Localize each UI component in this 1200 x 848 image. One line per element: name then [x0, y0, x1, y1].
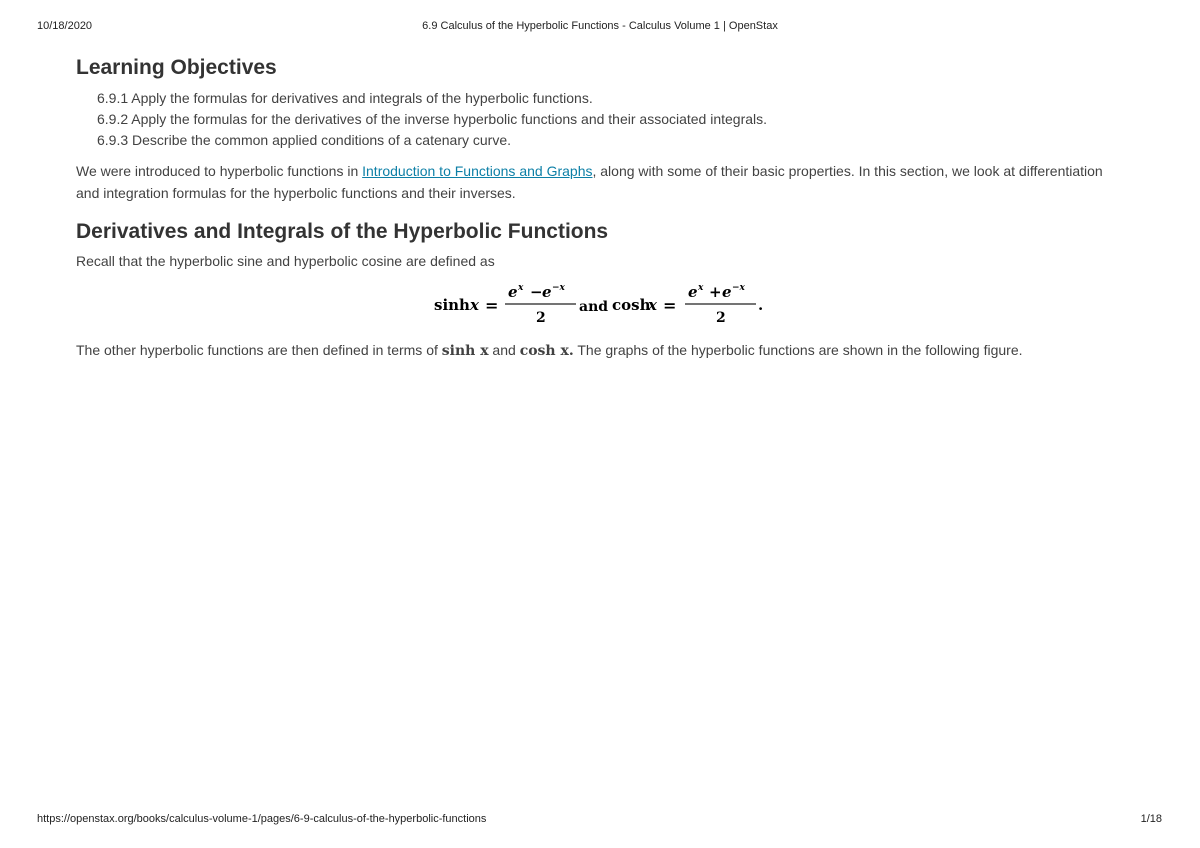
print-page-number: 1/18 [1140, 813, 1162, 825]
eq-e-1: e [508, 283, 518, 301]
eq-equals-2: = [663, 296, 677, 315]
learning-objectives-list [76, 88, 1126, 151]
eq-denominator-2: 2 [716, 310, 726, 326]
eq-exp-3: x [698, 283, 704, 293]
objective-item: 6.9.1 Apply the formulas for derivatives and integrals of the hyperbolic functions. [97, 90, 593, 106]
inline-cosh-x: cosh x. [519, 343, 574, 359]
eq-plus: + [709, 283, 722, 301]
other-text-3: The graphs of the hyperbolic functions are shown in the following figure. [573, 342, 1023, 358]
learning-objectives-heading: Learning Objectives [76, 56, 277, 79]
eq-cosh: cosh [612, 296, 651, 314]
objective-item: 6.9.3 Describe the common applied conditions of a catenary curve. [97, 132, 512, 148]
eq-minus: − [530, 283, 543, 301]
eq-denominator-1: 2 [536, 310, 546, 326]
eq-exp-2: −x [552, 283, 565, 293]
print-url: https://openstax.org/books/calculus-volume-1/pages/6-9-calculus-of-the-hyperbolic-functions [37, 813, 487, 825]
print-header [0, 20, 1200, 36]
eq-period: . [758, 296, 764, 314]
intro-text-start: We were introduced to hyperbolic functions in [76, 163, 363, 179]
eq-and: and [579, 299, 609, 315]
intro-paragraph [76, 160, 1126, 204]
eq-e-4: e [722, 283, 732, 301]
eq-x-1: x [470, 296, 479, 314]
other-functions-paragraph [76, 339, 1126, 362]
derivatives-section-heading: Derivatives and Integrals of the Hyperbolic Functions [76, 220, 609, 243]
equation-svg [432, 280, 772, 336]
print-page-title: 6.9 Calculus of the Hyperbolic Functions - Calculus Volume 1 | OpenStax [422, 20, 778, 32]
intro-text-end: , along with some of their basic properties. In this section, we look at differentiation and integration formulas for the hyperbolic functions and their inverses. [76, 163, 1103, 201]
recall-paragraph: Recall that the hyperbolic sine and hyperbolic cosine are defined as [76, 253, 495, 269]
other-text-1: The other hyperbolic functions are then defined in terms of [76, 342, 442, 358]
inline-sinh-x: sinh x [441, 343, 489, 359]
hyperbolic-definition-equation [76, 280, 1126, 336]
functions-and-graphs-link[interactable]: Introduction to Functions and Graphs [362, 163, 593, 179]
eq-x-2: x [648, 296, 657, 314]
eq-exp-1: x [518, 283, 524, 293]
eq-sinh: sinh [434, 296, 470, 314]
page-content [76, 54, 1126, 362]
eq-e-3: e [688, 283, 698, 301]
other-text-2: and [488, 342, 520, 358]
objective-item: 6.9.2 Apply the formulas for the derivatives of the inverse hyperbolic functions and their associated integrals. [97, 111, 768, 127]
print-date: 10/18/2020 [37, 20, 93, 32]
print-footer [0, 813, 1200, 829]
eq-exp-4: −x [732, 283, 745, 293]
eq-e-2: e [542, 283, 552, 301]
eq-equals-1: = [485, 296, 499, 315]
